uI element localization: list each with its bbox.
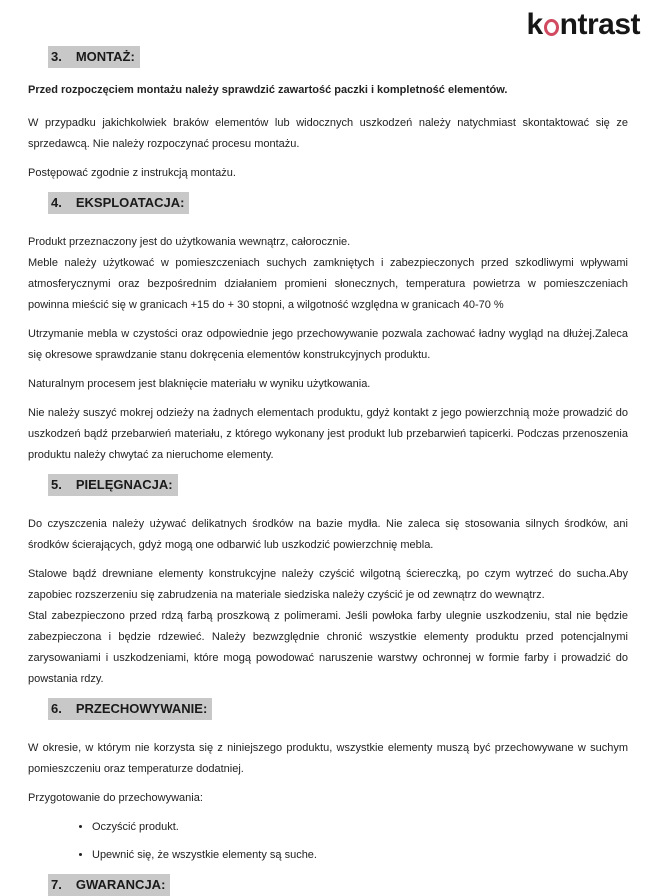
logo-text-before-o: k bbox=[526, 8, 543, 41]
logo-red-ring-o-icon bbox=[544, 19, 559, 36]
section-title: PRZECHOWYWANIE: bbox=[75, 701, 208, 716]
section-title: MONTAŻ: bbox=[75, 49, 135, 64]
kontrast-logo bbox=[526, 8, 640, 42]
section-number: 4. bbox=[51, 195, 62, 210]
section-heading-pielegnacja bbox=[48, 474, 628, 496]
eksploatacja-fading-paragraph: Naturalnym procesem jest blaknięcie materiału w wyniku użytkowania. bbox=[28, 378, 371, 390]
section-title: GWARANCJA: bbox=[75, 877, 166, 892]
eksploatacja-cleanliness-paragraph: Utrzymanie mebla w czystości oraz odpowiednie jego przechowywanie pozwala zachować ładny wygląd na dłużej.Zaleca się okresowe sprawdzanie stanu dokręcenia elementów konstrukcyjnych produktu. bbox=[28, 328, 628, 361]
section-heading-przechowywanie bbox=[48, 698, 628, 720]
montaz-lead-paragraph: Przed rozpoczęciem montażu należy sprawdzić zawartość paczki i kompletność elementów. bbox=[28, 84, 508, 96]
section-number: 5. bbox=[51, 477, 62, 492]
list-item-clean-product: • Oczyścić produkt. bbox=[92, 817, 628, 838]
storage-checklist bbox=[28, 817, 628, 866]
logo-text-after-o: ntrast bbox=[559, 8, 640, 41]
section-number: 7. bbox=[51, 877, 62, 892]
przechowywanie-preparation-paragraph: Przygotowanie do przechowywania: bbox=[28, 792, 203, 804]
eksploatacja-conditions-paragraph: Meble należy użytkować w pomieszczeniach suchych zamkniętych i zabezpieczonych przed szkodliwymi wpływami atmosferycznymi oraz bezpośrednim działaniem promieni słonecznych, temperatura powietrza w pomieszczeniach powinna mieścić się w granicach +15 do + 30 stopni, a wilgotność względna w granicach 40-70 % bbox=[28, 257, 628, 311]
section-title: PIELĘGNACJA: bbox=[75, 477, 173, 492]
section-number: 6. bbox=[51, 701, 62, 716]
section-heading-montaz bbox=[48, 46, 628, 68]
list-item-dry-elements: • Upewnić się, że wszystkie elementy są suche. bbox=[92, 845, 628, 866]
heading-highlight bbox=[48, 474, 178, 496]
pielegnacja-rust-paragraph: Stal zabezpieczono przed rdzą farbą proszkową z polimerami. Jeśli powłoka farby ulegnie uszkodzeniu, stal nie będzie zabezpieczona i będzie rdzewieć. Należy bezwzględnie chronić wszystkie elementy produktu przed potencjalnymi zarysowaniami i uszkodzeniami, które mogą powodować naruszenie warstwy ochronnej w formie farby i prowadzić do powstania rdzy. bbox=[28, 610, 628, 685]
section-title: EKSPLOATACJA: bbox=[75, 195, 185, 210]
montaz-warning-paragraph: W przypadku jakichkolwiek braków elementów lub widocznych uszkodzeń należy natychmiast skontaktować się ze sprzedawcą. Nie należy rozpoczynać procesu montażu. bbox=[28, 117, 628, 150]
pielegnacja-cleaning-paragraph: Do czyszczenia należy używać delikatnych środków na bazie mydła. Nie zaleca się stosowania silnych środków, ani środków ścierających, gdyż mogą one odbarwić lub uszkodzić powierzchnię mebla. bbox=[28, 518, 628, 551]
eksploatacja-wet-clothes-paragraph: Nie należy suszyć mokrej odzieży na żadnych elementach produktu, gdyż kontakt z jego powierzchnią może prowadzić do uszkodzeń bądź przebarwień materiału, z którego wykonany jest produkt lub przebarwień tapicerki. Podczas przenoszenia produktu należy chwytać za nieruchome elementy. bbox=[28, 407, 628, 461]
heading-highlight bbox=[48, 698, 212, 720]
section-number: 3. bbox=[51, 49, 62, 64]
heading-highlight bbox=[48, 46, 140, 68]
eksploatacja-usage-paragraph: Produkt przeznaczony jest do użytkowania wewnątrz, całorocznie. bbox=[28, 236, 351, 248]
heading-highlight bbox=[48, 192, 189, 214]
pielegnacja-wiping-paragraph: Stalowe bądź drewniane elementy konstrukcyjne należy czyścić wilgotną ściereczką, po czym wytrzeć do sucha.Aby zapobiec rozszerzeniu się zabrudzenia na materiale siedziska należy czyścić je od zewnątrz do wewnątrz. bbox=[28, 568, 628, 601]
przechowywanie-storage-paragraph: W okresie, w którym nie korzysta się z niniejszego produktu, wszystkie elementy muszą być przechowywane w suchym pomieszczeniu oraz temperaturze dodatniej. bbox=[28, 742, 628, 775]
montaz-instruction-paragraph: Postępować zgodnie z instrukcją montażu. bbox=[28, 167, 236, 179]
section-heading-eksploatacja bbox=[48, 192, 628, 214]
